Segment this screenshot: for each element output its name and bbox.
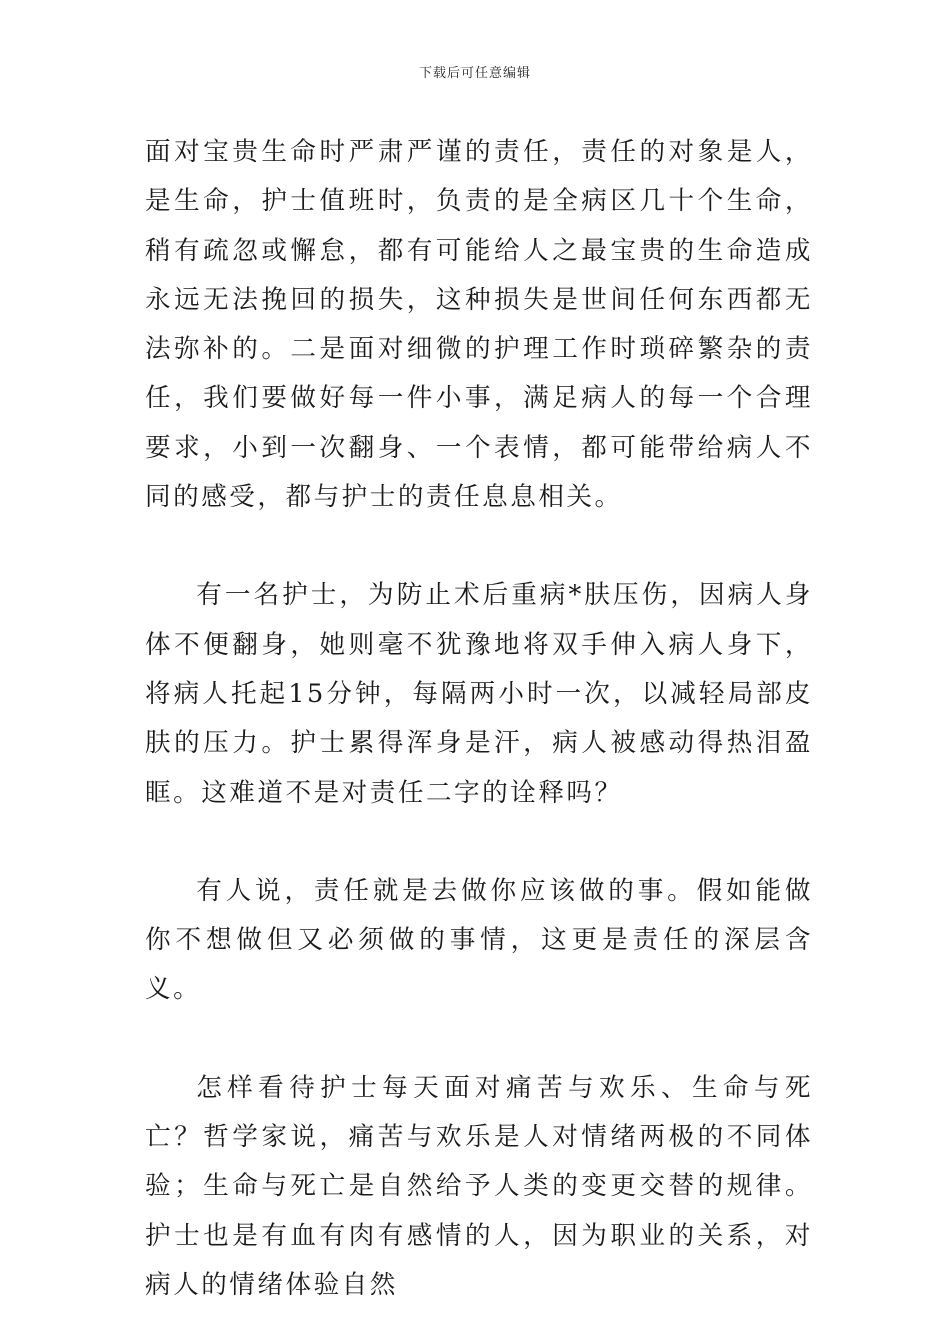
page-header: 下载后可任意编辑: [418, 66, 531, 81]
paragraph-3: 有人说，责任就是去做你应该做的事。假如能做你不想做但又必须做的事情，这更是责任的深层含义。: [145, 875, 813, 1005]
paragraph-2: 有一名护士，为防止术后重病*肤压伤，因病人身体不便翻身，她则毫不犹豫地将双手伸入病人身下，将病人托起15分钟，每隔两小时一次，以减轻局部皮肤的压力。护士累得浑身是汗，病人被感动得热泪盈眶。这难道不是对责任二字的诠释吗？: [145, 580, 813, 808]
document-body: [145, 128, 813, 1310]
paragraph-1: 面对宝贵生命时严肃严谨的责任，责任的对象是人，是生命，护士值班时，负责的是全病区几十个生命，稍有疏忽或懈怠，都有可能给人之最宝贵的生命造成永远无法挽回的损失，这种损失是世间任何东西都无法弥补的。二是面对细微的护理工作时琐碎繁杂的责任，我们要做好每一件小事，满足病人的每一个合理要求，小到一次翻身、一个表情，都可能带给病人不同的感受，都与护士的责任息息相关。: [145, 137, 813, 513]
paragraph-4: 怎样看待护士每天面对痛苦与欢乐、生命与死亡？哲学家说，痛苦与欢乐是人对情绪两极的不同体验；生命与死亡是自然给予人类的变更交替的规律。护士也是有血有肉有感情的人，因为职业的关系，对病人的情绪体验自然: [145, 1072, 813, 1300]
